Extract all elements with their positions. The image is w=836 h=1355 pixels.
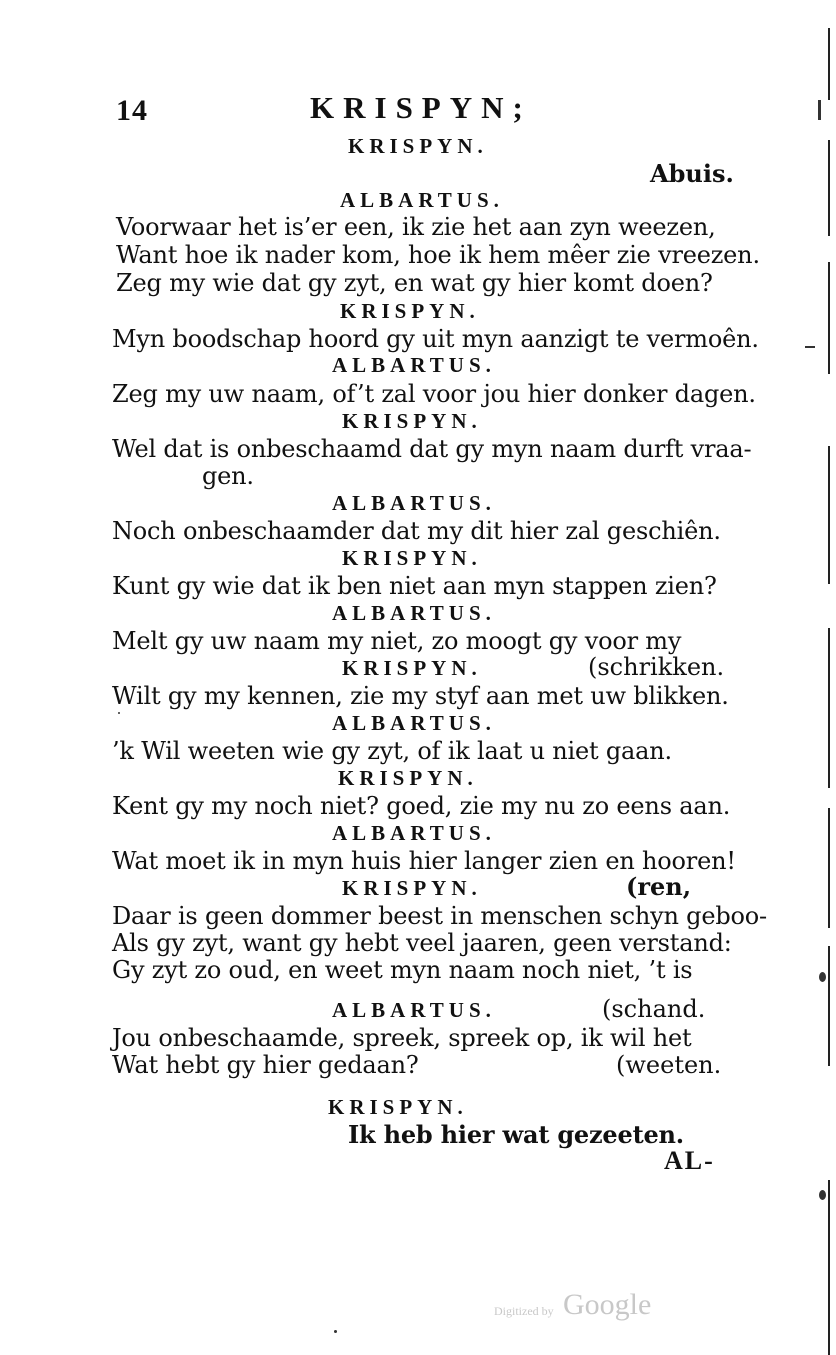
verse-line: Zeg my uw naam, of’t zal voor jou hier donker dagen. (112, 380, 756, 408)
page-edge-mark (805, 346, 815, 348)
verse-line: Noch onbeschaamder dat my dit hier zal geschiên. (112, 517, 721, 545)
running-title: KRISPYN; (310, 90, 532, 125)
verse-line: Wel dat is onbeschaamd dat gy myn naam durft vraa- (112, 435, 752, 463)
verse-line: Wat moet ik in myn huis hier langer zien en hooren! (112, 847, 736, 875)
speaker-albartus: ALBARTUS. (332, 821, 496, 845)
speaker-albartus: ALBARTUS. (332, 353, 496, 377)
speaker-albartus: ALBARTUS. (332, 601, 496, 625)
google-watermark: Google (563, 1288, 652, 1321)
ink-speck (118, 712, 120, 714)
turnover-schand: (schand. (602, 995, 706, 1023)
page-edge-mark (828, 628, 830, 788)
speaker-krispyn: KRISPYN. (348, 134, 488, 158)
verse-line: Daar is geen dommer beest in menschen schyn geboo- (112, 902, 767, 930)
speaker-albartus: ALBARTUS. (332, 711, 496, 735)
turnover-schrikken: (schrikken. (588, 653, 725, 681)
page-edge-mark (819, 1190, 826, 1200)
page-edge-mark (828, 446, 830, 584)
verse-line: Jou onbeschaamde, spreek, spreek op, ik wil het (112, 1024, 692, 1052)
page-edge-mark (828, 946, 830, 1066)
verse-line: Myn boodschap hoord gy uit myn aanzigt te vermoên. (112, 325, 759, 353)
catchword: AL- (664, 1146, 715, 1175)
page-edge-mark (828, 1180, 830, 1355)
page-edge-mark (818, 100, 821, 120)
speaker-krispyn: KRISPYN. (342, 656, 482, 680)
speaker-albartus: ALBARTUS. (340, 188, 504, 212)
speaker-krispyn: KRISPYN. (328, 1095, 468, 1119)
speaker-krispyn: KRISPYN. (338, 766, 478, 790)
speaker-krispyn: KRISPYN. (342, 546, 482, 570)
stage-direction-abuis: Abuis. (650, 159, 734, 188)
verse-line: gen. (202, 462, 254, 490)
turnover-weeten: (weeten. (616, 1051, 722, 1079)
verse-line: ’k Wil weeten wie gy zyt, of ik laat u niet gaan. (112, 737, 672, 765)
turnover-ren: (ren, (626, 872, 692, 901)
speaker-krispyn: KRISPYN. (342, 876, 482, 900)
page-edge-mark (828, 262, 830, 374)
ink-speck (334, 1330, 337, 1333)
speaker-albartus: ALBARTUS. (332, 998, 496, 1022)
speaker-krispyn: KRISPYN. (342, 409, 482, 433)
page-number: 14 (116, 94, 148, 127)
speaker-albartus: ALBARTUS. (332, 491, 496, 515)
verse-line: Wilt gy my kennen, zie my styf aan met uw blikken. (112, 682, 729, 710)
speaker-krispyn: KRISPYN. (340, 299, 480, 323)
page-edge-mark (828, 808, 830, 928)
page-edge-mark (828, 140, 830, 236)
verse-line: Als gy zyt, want gy hebt veel jaaren, geen verstand: (112, 929, 732, 957)
verse-line: Kent gy my noch niet? goed, zie my nu zo eens aan. (112, 792, 731, 820)
verse-line: Want hoe ik nader kom, hoe ik hem mêer zie vreezen. (116, 241, 760, 269)
verse-line: Ik heb hier wat gezeeten. (348, 1120, 684, 1149)
verse-line: Gy zyt zo oud, en weet myn naam noch niet, ’t is (112, 956, 693, 984)
page-edge-mark (819, 972, 826, 982)
verse-line: Wat hebt gy hier gedaan? (112, 1051, 419, 1079)
verse-line: Voorwaar het is’er een, ik zie het aan zyn weezen, (116, 213, 716, 241)
digitized-by-label: Digitized by (494, 1304, 554, 1318)
page-edge-mark (828, 28, 830, 100)
verse-line: Melt gy uw naam my niet, zo moogt gy voor my (112, 627, 682, 655)
verse-line: Zeg my wie dat gy zyt, en wat gy hier komt doen? (116, 269, 713, 297)
verse-line: Kunt gy wie dat ik ben niet aan myn stappen zien? (112, 572, 717, 600)
